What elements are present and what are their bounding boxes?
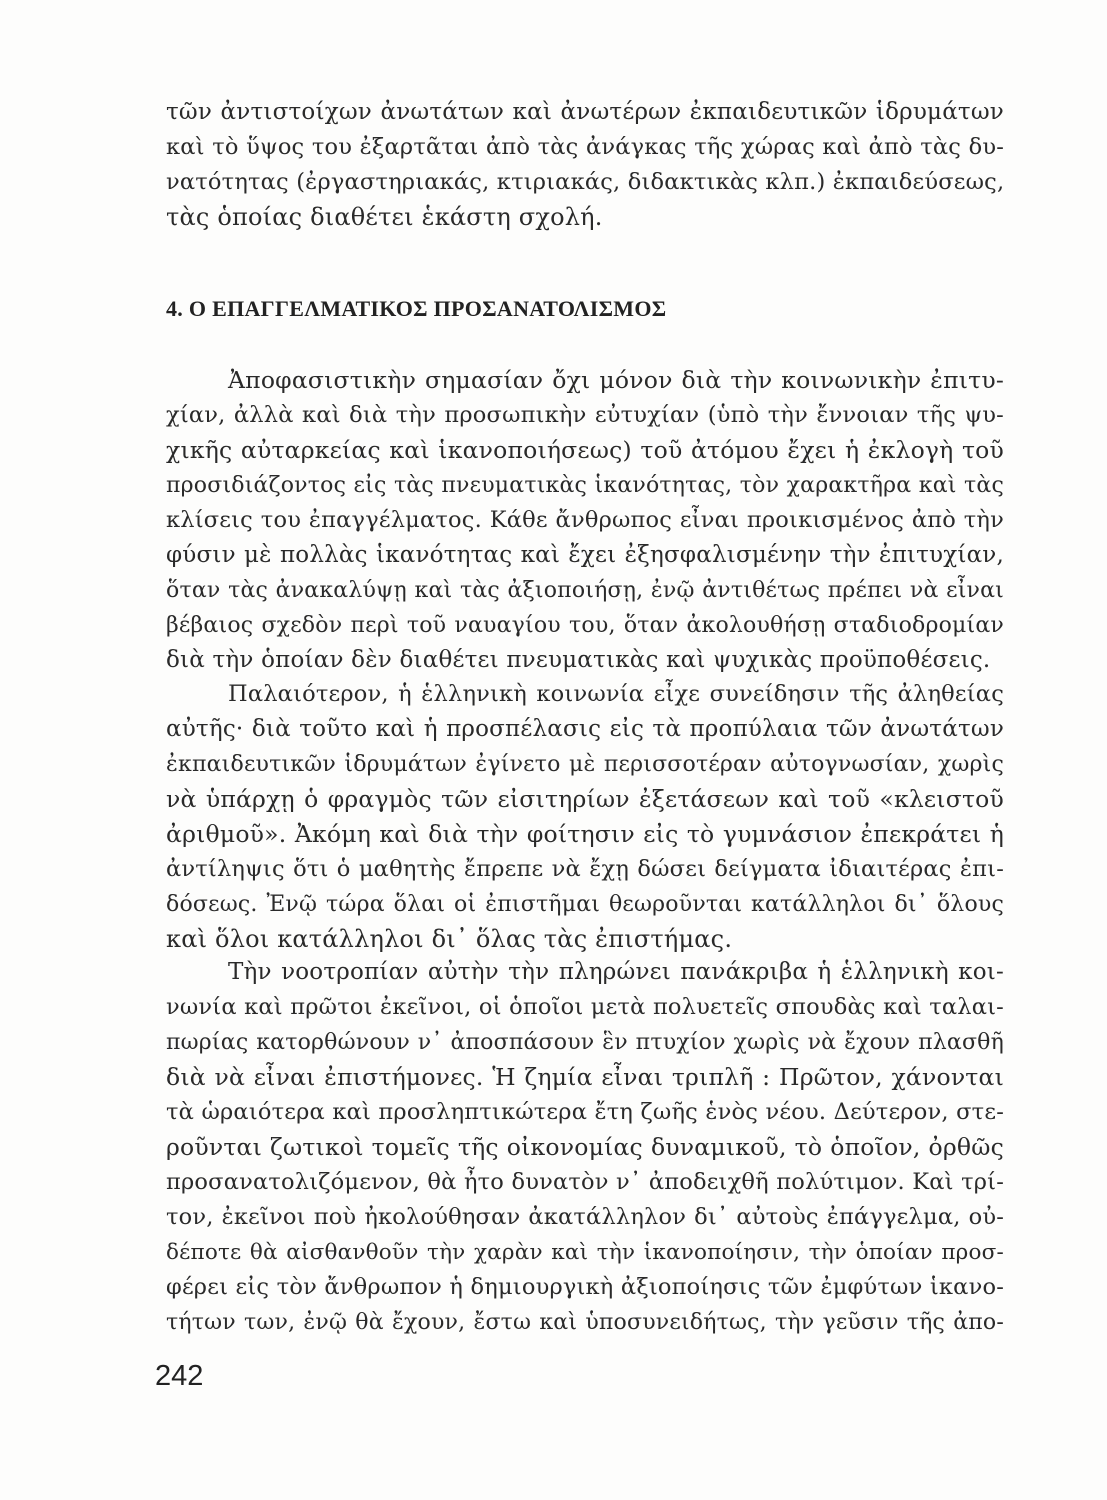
text-line: ροῦνται ζωτικοὶ τομεῖς τῆς οἰκονομίας δυναμικοῦ, τὸ ὁποῖον, ὀρθῶς <box>166 1133 1004 1161</box>
text-line: Ἀποφασιστικὴν σημασίαν ὄχι μόνον διὰ τὴν κοινωνικὴν ἐπιτυ- <box>228 366 1004 394</box>
paragraph-3 <box>166 955 1004 1340</box>
page-number: 242 <box>155 1360 204 1392</box>
text-line: ἀντίληψις ὅτι ὁ μαθητὴς ἔπρεπε νὰ ἔχῃ δώσει δείγματα ἰδιαιτέρας ἐπι- <box>166 856 1004 882</box>
text-line: καὶ ὅλοι κατάλληλοι δι᾽ ὅλας τὰς ἐπιστήμας. <box>166 925 733 953</box>
section-heading: 4. Ο ΕΠΑΓΓΕΛΜΑΤΙΚΟΣ ΠΡΟΣΑΝΑΤΟΛΙΣΜΟΣ <box>166 296 667 321</box>
text-line: δόσεως. Ἐνῷ τώρα ὅλαι οἱ ἐπιστῆμαι θεωροῦνται κατάλληλοι δι᾽ ὅλους <box>166 892 1004 917</box>
text-line: νωνία καὶ πρῶτοι ἐκεῖνοι, οἱ ὁποῖοι μετὰ πολυετεῖς σπουδὰς καὶ ταλαι- <box>166 994 1004 1020</box>
paragraph-1 <box>166 363 1004 678</box>
text-line: ἐκπαιδευτικῶν ἱδρυμάτων ἐγίνετο μὲ περισσοτέραν αὐτογνωσίαν, χωρὶς <box>166 752 1004 777</box>
text-line: ἀριθμοῦ». Ἀκόμη καὶ διὰ τὴν φοίτησιν εἰς τὸ γυμνάσιον ἐπεκράτει ἡ <box>166 820 1004 848</box>
text-line: νατότητας (ἐργαστηριακάς, κτιριακάς, διδακτικὰς κλπ.) ἐκπαιδεύσεως, <box>166 169 1005 195</box>
text-line: ὅταν τὰς ἀνακαλύψῃ καὶ τὰς ἀξιοποιήσῃ, ἐνῷ ἀντιθέτως πρέπει νὰ εἶναι <box>166 578 1004 603</box>
text-line: προσανατολιζόμενον, θὰ ἦτο δυνατὸν ν᾽ ἀποδειχθῆ πολύτιμον. Καὶ τρί- <box>166 1169 1004 1195</box>
text-line: δέποτε θὰ αἰσθανθοῦν τὴν χαρὰν καὶ τὴν ἱκανοποίησιν, τὴν ὁποίαν προσ- <box>166 1240 1004 1265</box>
text-line: νὰ ὑπάρχῃ ὁ φραγμὸς τῶν εἰσιτηρίων ἐξετάσεων καὶ τοῦ «κλειστοῦ <box>166 785 1004 813</box>
text-line: βέβαιος σχεδὸν περὶ τοῦ ναυαγίου του, ὅταν ἀκολουθήσῃ σταδιοδρομίαν <box>166 613 1004 638</box>
text-line: προσιδιάζοντος εἰς τὰς πνευματικὰς ἱκανότητας, τὸν χαρακτῆρα καὶ τὰς <box>166 473 1004 498</box>
text-line: τήτων των, ἐνῷ θὰ ἔχουν, ἔστω καὶ ὑποσυνειδήτως, τὴν γεῦσιν τῆς ἀπο- <box>166 1310 1004 1335</box>
text-line: Τὴν νοοτροπίαν αὐτὴν τὴν πληρώνει πανάκριβα ἡ ἑλληνικὴ κοι- <box>228 959 1004 985</box>
text-line: καὶ τὸ ὕψος του ἐξαρτᾶται ἀπὸ τὰς ἀνάγκας τῆς χώρας καὶ ἀπὸ τὰς δυ- <box>166 134 1004 160</box>
text-line: φέρει εἰς τὸν ἄνθρωπον ἡ δημιουργικὴ ἀξιοποίησις τῶν ἐμφύτων ἱκανο- <box>166 1274 1004 1300</box>
text-line: τὰς ὁποίας διαθέτει ἑκάστη σχολή. <box>166 203 603 231</box>
text-line: χικῆς αὐταρκείας καὶ ἱκανοποιήσεως) τοῦ ἀτόμου ἔχει ἡ ἐκλογὴ τοῦ <box>166 436 1004 464</box>
text-line: διὰ τὴν ὁποίαν δὲν διαθέτει πνευματικὰς καὶ ψυχικὰς προϋποθέσεις. <box>166 647 991 673</box>
text-line: τὰ ὡραιότερα καὶ προσληπτικώτερα ἔτη ζωῆς ἑνὸς νέου. Δεύτερον, στε- <box>166 1099 1004 1125</box>
text-line: τῶν ἀντιστοίχων ἀνωτάτων καὶ ἀνωτέρων ἐκπαιδευτικῶν ἱδρυμάτων <box>166 99 1004 125</box>
text-line: πωρίας κατορθώνουν ν᾽ ἀποσπάσουν ἓν πτυχίον χωρὶς νὰ ἔχουν πλασθῆ <box>166 1030 1004 1055</box>
text-line: αὐτῆς· διὰ τοῦτο καὶ ἡ προσπέλασις εἰς τὰ προπύλαια τῶν ἀνωτάτων <box>166 716 1004 742</box>
text-line: διὰ νὰ εἶναι ἐπιστήμονες. Ἡ ζημία εἶναι τριπλῆ : Πρῶτον, χάνονται <box>166 1063 1004 1091</box>
paragraph-2 <box>166 677 1004 957</box>
text-line: φύσιν μὲ πολλὰς ἱκανότητας καὶ ἔχει ἐξησφαλισμένην τὴν ἐπιτυχίαν, <box>166 542 1004 568</box>
text-line: τον, ἐκεῖνοι ποὺ ἠκολούθησαν ἀκατάλληλον δι᾽ αὐτοὺς ἐπάγγελμα, οὐ- <box>166 1204 1004 1230</box>
text-line: κλίσεις του ἐπαγγέλματος. Κάθε ἄνθρωπος εἶναι προικισμένος ἀπὸ τὴν <box>166 507 1004 533</box>
paragraph-top <box>166 95 1004 235</box>
text-line: χίαν, ἀλλὰ καὶ διὰ τὴν προσωπικὴν εὐτυχίαν (ὑπὸ τὴν ἔννοιαν τῆς ψυ- <box>166 402 1004 428</box>
text-line: Παλαιότερον, ἡ ἑλληνικὴ κοινωνία εἶχε συνείδησιν τῆς ἀληθείας <box>228 681 1004 707</box>
